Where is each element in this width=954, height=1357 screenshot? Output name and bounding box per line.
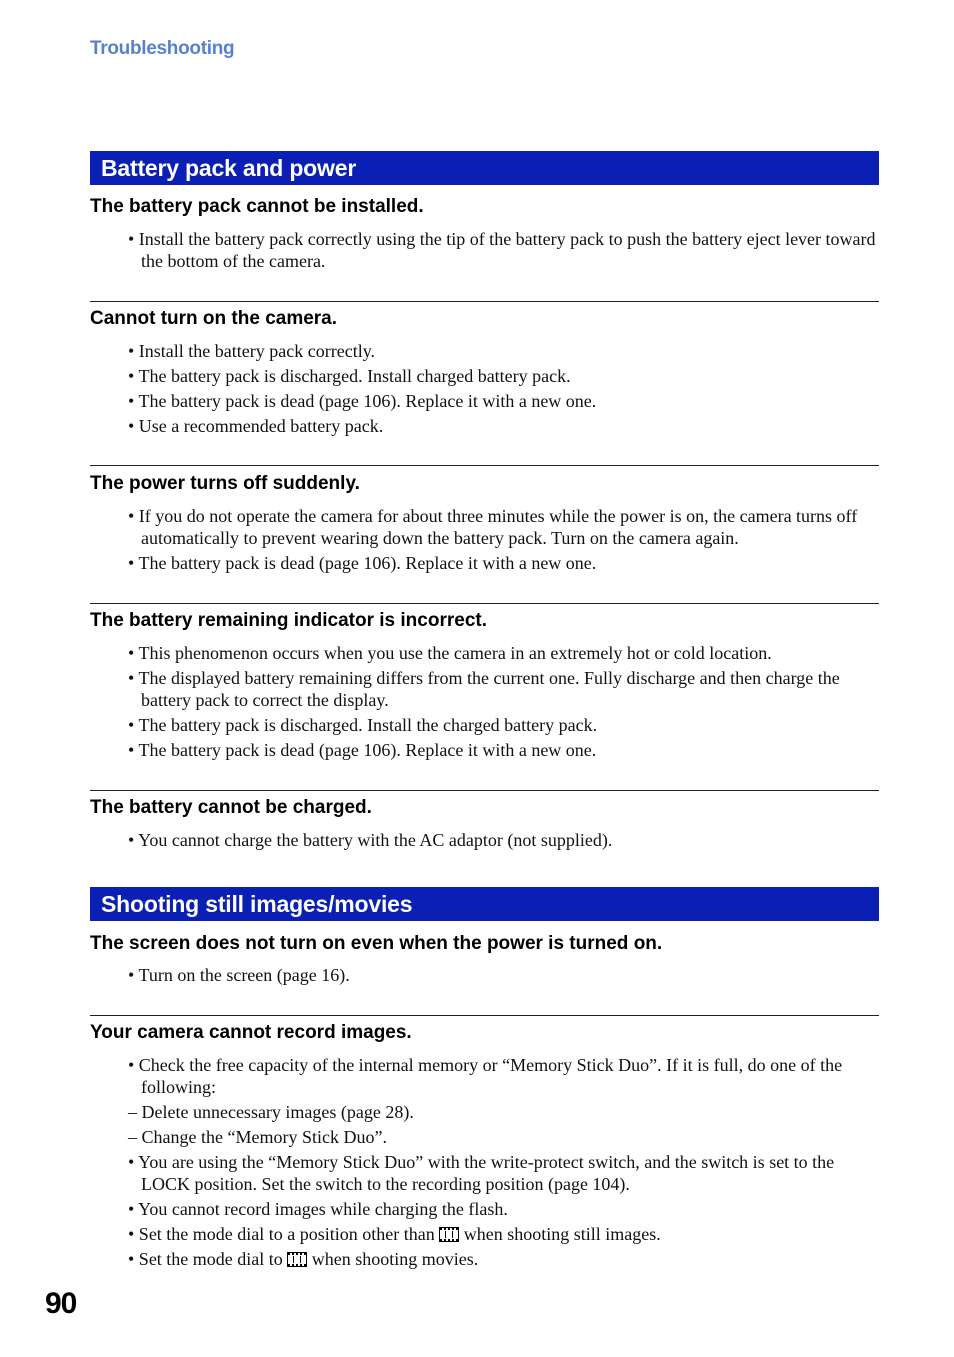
section-heading-battery: Battery pack and power	[90, 151, 879, 185]
answer-bullet: • Check the free capacity of the internal memory or “Memory Stick Duo”. If it is full, do one of the following:	[128, 1055, 843, 1097]
answer-bullet: • The battery pack is dead (page 106). Replace it with a new one.	[128, 740, 597, 760]
question-heading: The screen does not turn on even when the power is turned on.	[90, 933, 663, 954]
answer-text: when shooting still images.	[459, 1224, 661, 1244]
page-number: 90	[45, 1287, 77, 1320]
answer-bullet-mode-still	[128, 1223, 878, 1245]
running-head: Troubleshooting	[90, 38, 235, 59]
divider	[90, 1015, 879, 1016]
answer-sub-bullet: – Change the “Memory Stick Duo”.	[128, 1127, 387, 1147]
answer-list	[128, 829, 878, 854]
answer-text: when shooting movies.	[307, 1249, 479, 1269]
answer-bullet: • The battery pack is discharged. Install charged battery pack.	[128, 366, 571, 386]
answer-bullet: • The displayed battery remaining differs from the current one. Fully discharge and then charge the battery pack to correct the display.	[128, 668, 840, 710]
question-heading: The battery pack cannot be installed.	[90, 196, 424, 217]
answer-list	[128, 340, 878, 440]
answer-bullet: • This phenomenon occurs when you use the camera in an extremely hot or cold location.	[128, 643, 772, 663]
film-strip-icon	[287, 1252, 307, 1267]
answer-list	[128, 964, 878, 989]
answer-bullet: • Install the battery pack correctly.	[128, 341, 376, 361]
answer-bullet: • The battery pack is discharged. Install the charged battery pack.	[128, 715, 598, 735]
question-heading: Cannot turn on the camera.	[90, 308, 338, 329]
answer-bullet: • Turn on the screen (page 16).	[128, 965, 350, 985]
answer-list	[128, 1054, 878, 1273]
film-strip-icon	[439, 1227, 459, 1242]
answer-bullet: • If you do not operate the camera for about three minutes while the power is on, the camera turns off automatically to prevent wearing down the battery pack. Turn on the camera again.	[128, 506, 858, 548]
answer-bullet: • Install the battery pack correctly using the tip of the battery pack to push the battery eject lever toward the bottom of the camera.	[128, 229, 876, 271]
answer-bullet: • You cannot record images while charging the flash.	[128, 1199, 508, 1219]
section-heading-shooting: Shooting still images/movies	[90, 887, 879, 921]
answer-list	[128, 505, 878, 577]
question-heading: The power turns off suddenly.	[90, 473, 360, 494]
question-heading: Your camera cannot record images.	[90, 1022, 412, 1043]
answer-bullet: • The battery pack is dead (page 106). Replace it with a new one.	[128, 553, 597, 573]
answer-bullet: • You are using the “Memory Stick Duo” with the write-protect switch, and the switch is set to the LOCK position. Set the switch to the recording position (page 104).	[128, 1152, 835, 1194]
divider	[90, 603, 879, 604]
answer-list	[128, 642, 878, 764]
divider	[90, 465, 879, 466]
answer-sub-bullet: – Delete unnecessary images (page 28).	[128, 1102, 414, 1122]
answer-bullet: • You cannot charge the battery with the AC adaptor (not supplied).	[128, 830, 613, 850]
answer-bullet: • The battery pack is dead (page 106). Replace it with a new one.	[128, 391, 597, 411]
divider	[90, 790, 879, 791]
answer-text: • Set the mode dial to a position other than	[128, 1224, 440, 1244]
answer-text: • Set the mode dial to	[128, 1249, 288, 1269]
answer-bullet-mode-movie	[128, 1248, 878, 1270]
question-heading: The battery cannot be charged.	[90, 797, 372, 818]
answer-bullet: • Use a recommended battery pack.	[128, 416, 384, 436]
answer-list	[128, 228, 878, 275]
divider	[90, 301, 879, 302]
question-heading: The battery remaining indicator is incorrect.	[90, 610, 487, 631]
